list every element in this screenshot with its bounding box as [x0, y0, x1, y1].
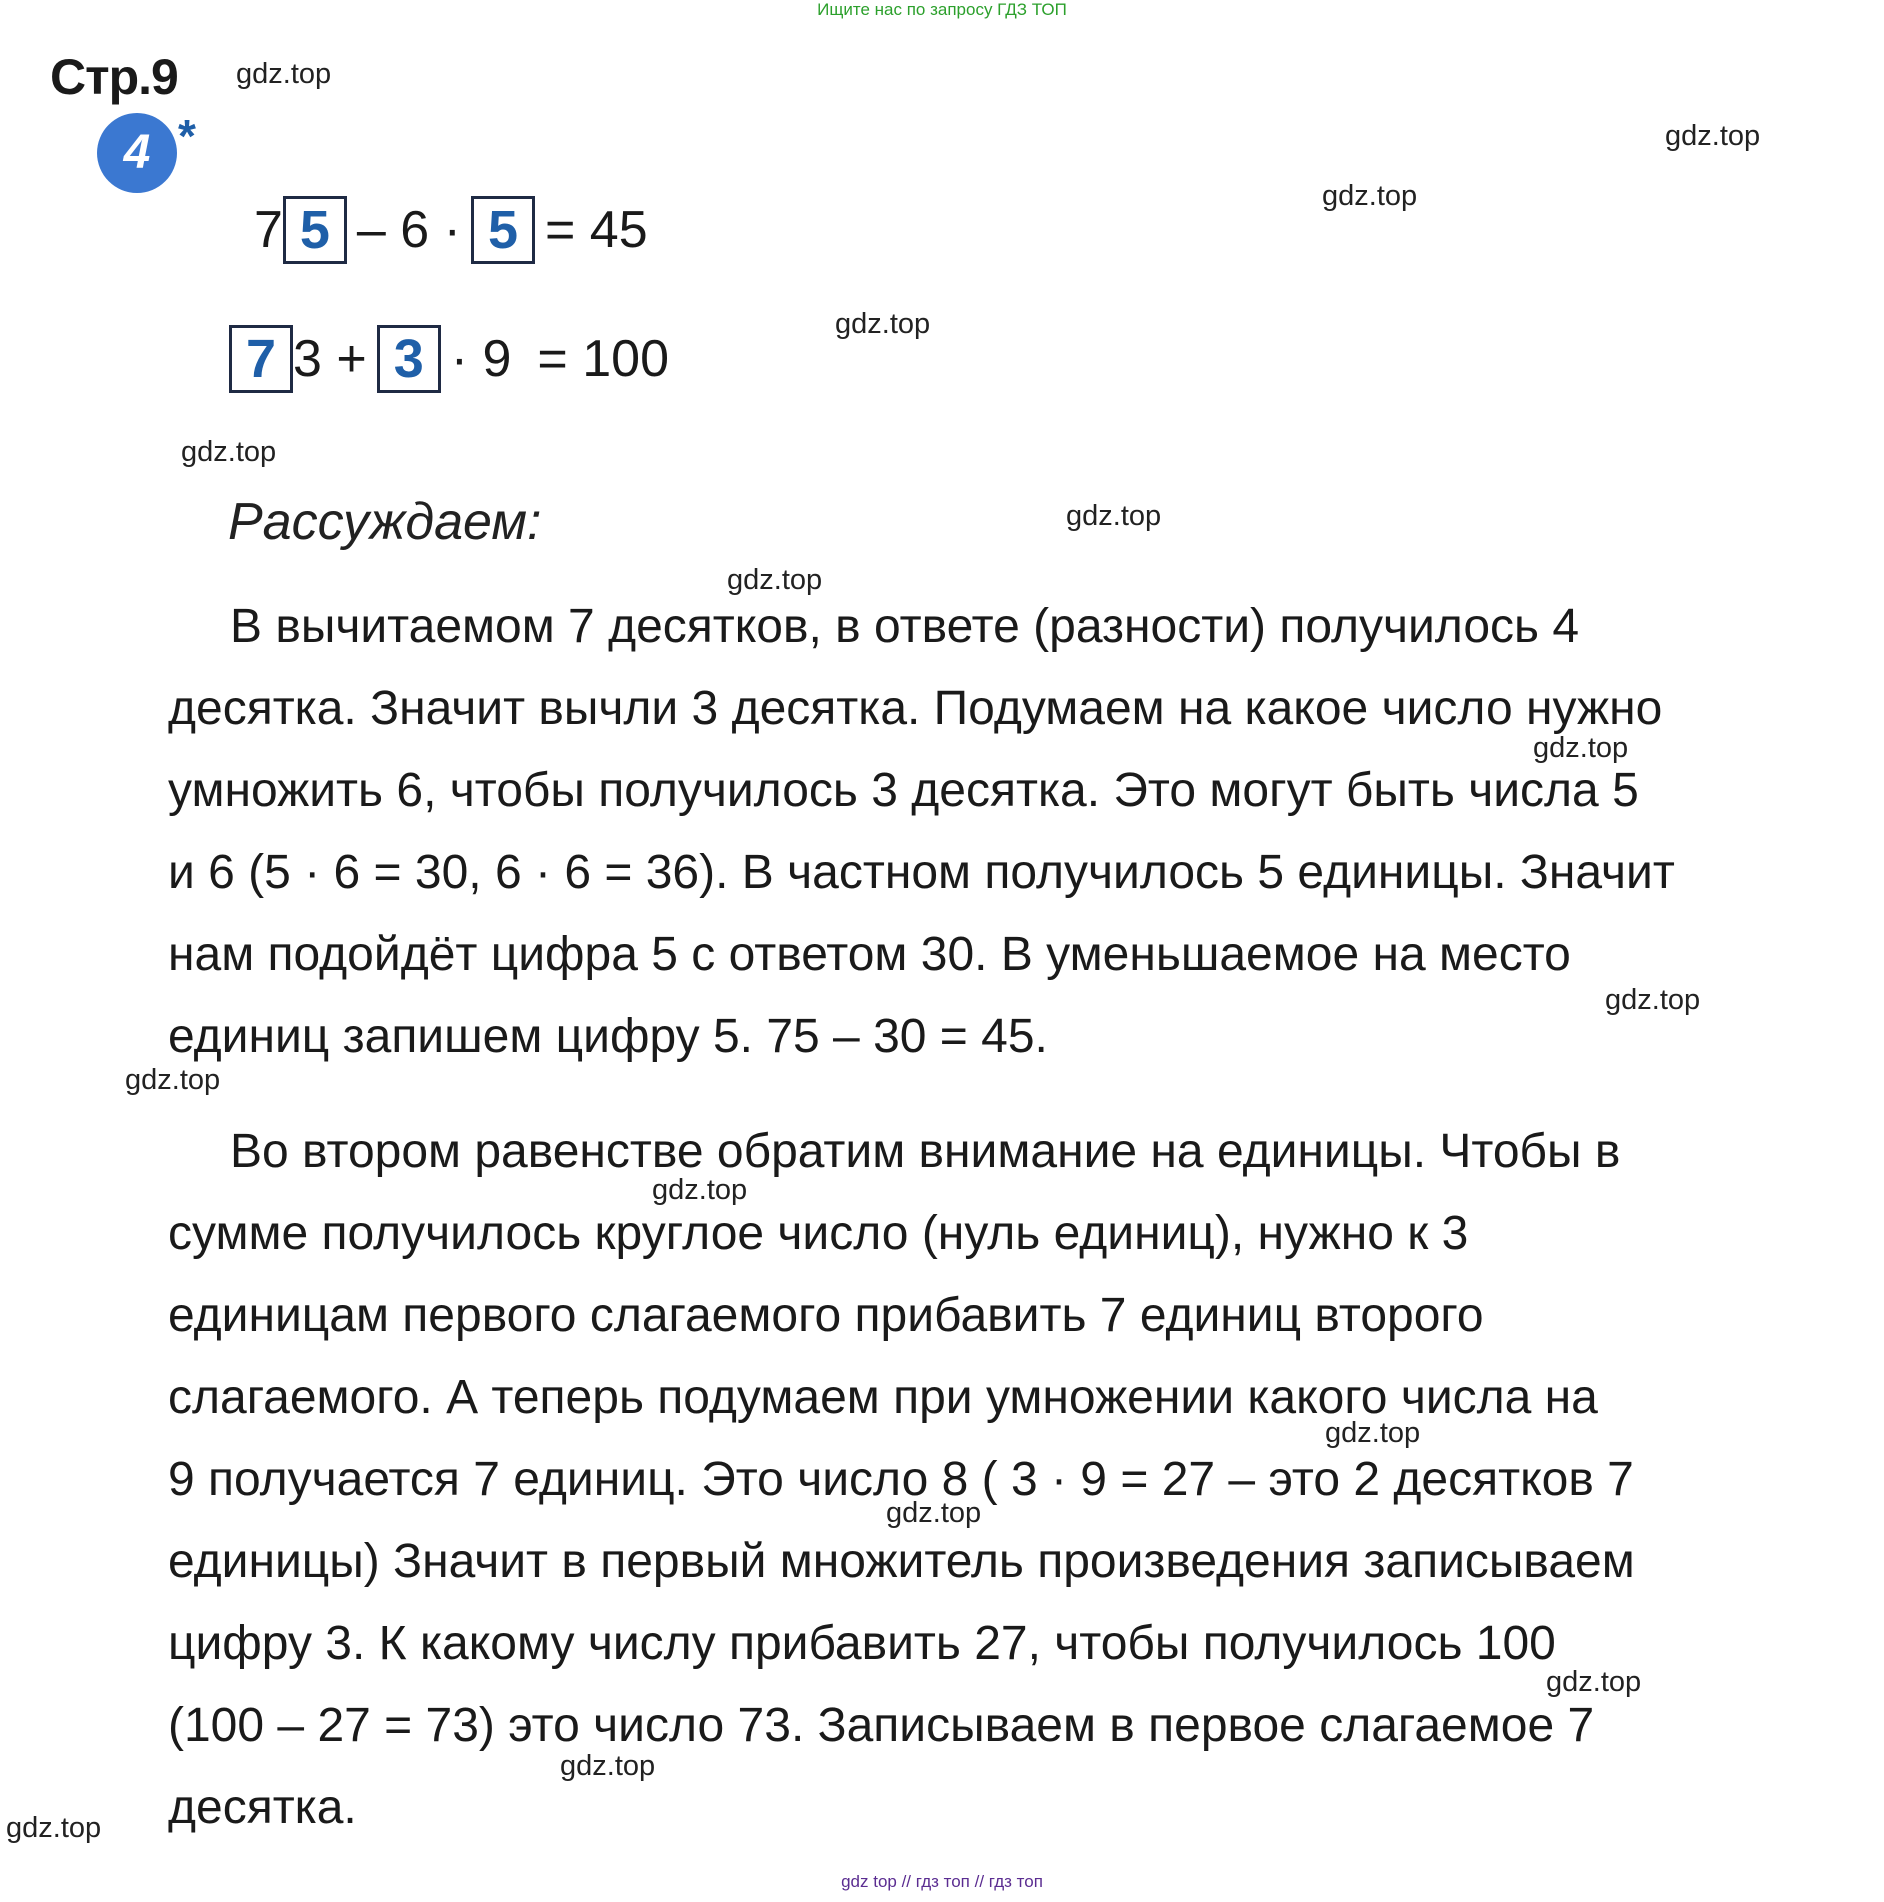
equation-1-part-3: = 45: [544, 201, 648, 259]
equation-1-answer-box-1: 5: [283, 196, 347, 264]
equation-2-answer-box-2: 3: [377, 325, 441, 393]
task-star-icon: *: [178, 110, 196, 162]
equation-2-answer-box-1: 7: [229, 325, 293, 393]
equation-2-part-3: = 100: [537, 330, 669, 388]
watermark: gdz.top: [652, 1174, 748, 1206]
paragraph-line: 9 получается 7 единиц. Это число 8 ( 3 · 9 = 27 – это 2 десятков 7: [168, 1453, 1634, 1506]
watermark: gdz.top: [886, 1497, 982, 1529]
watermark: gdz.top: [236, 58, 332, 90]
paragraph-line: умножить 6, чтобы получилось 3 десятка. Это могут быть числа 5: [168, 764, 1639, 817]
watermark: gdz.top: [1066, 500, 1162, 532]
bottom-banner: gdz top // гдз топ // гдз топ: [841, 1872, 1043, 1891]
watermark: gdz.top: [6, 1812, 102, 1844]
paragraph-line: единиц запишем цифру 5. 75 – 30 = 45.: [168, 1010, 1048, 1063]
watermark: gdz.top: [1325, 1417, 1421, 1449]
task-number-badge: 4: [97, 113, 177, 193]
watermark: gdz.top: [727, 564, 823, 596]
paragraph-line: единицы) Значит в первый множитель произведения записываем: [168, 1535, 1635, 1588]
paragraph-line: В вычитаемом 7 десятков, в ответе (разности) получилось 4: [230, 600, 1580, 653]
paragraph-line: цифру 3. К какому числу прибавить 27, чтобы получилось 100: [168, 1617, 1556, 1670]
paragraph-line: единицам первого слагаемого прибавить 7 единиц второго: [168, 1289, 1484, 1342]
paragraph-line: десятка. Значит вычли 3 десятка. Подумаем на какое число нужно: [168, 682, 1663, 735]
paragraph-line: нам подойдёт цифра 5 с ответом 30. В уменьшаемое на место: [168, 928, 1571, 981]
equation-1-part-1: 7: [254, 201, 283, 259]
paragraph-line: сумме получилось круглое число (нуль единиц), нужно к 3: [168, 1207, 1469, 1260]
reasoning-heading: Рассуждаем:: [228, 493, 542, 551]
paragraph-2: [168, 1111, 1828, 1849]
watermark: gdz.top: [1546, 1666, 1642, 1698]
watermark: gdz.top: [835, 308, 931, 340]
equation-2-part-2: · 9: [450, 330, 512, 388]
page-title: Стр.9: [50, 49, 178, 105]
paragraph-line: (100 – 27 = 73) это число 73. Записываем в первое слагаемое 7: [168, 1699, 1595, 1752]
watermark: gdz.top: [1665, 120, 1761, 152]
paragraph-1: [168, 586, 1828, 1078]
equation-1: [254, 196, 648, 264]
paragraph-line: Во втором равенстве обратим внимание на единицы. Чтобы в: [230, 1125, 1621, 1178]
equation-1-part-2: – 6 ·: [356, 201, 461, 259]
watermark: gdz.top: [1322, 180, 1418, 212]
watermark: gdz.top: [1605, 984, 1701, 1016]
watermark: gdz.top: [1533, 732, 1629, 764]
top-banner: Ищите нас по запросу ГДЗ ТОП: [817, 0, 1067, 19]
watermark: gdz.top: [125, 1064, 221, 1096]
paragraph-line: и 6 (5 · 6 = 30, 6 · 6 = 36). В частном получилось 5 единицы. Значит: [168, 846, 1675, 899]
equation-1-answer-box-2: 5: [471, 196, 535, 264]
equation-2: [229, 325, 669, 393]
paragraph-line: слагаемого. А теперь подумаем при умножении какого числа на: [168, 1371, 1598, 1424]
watermark: gdz.top: [560, 1750, 656, 1782]
paragraph-line: десятка.: [168, 1781, 357, 1834]
watermark: gdz.top: [181, 436, 277, 468]
equation-2-part-1: 3 +: [293, 330, 367, 388]
